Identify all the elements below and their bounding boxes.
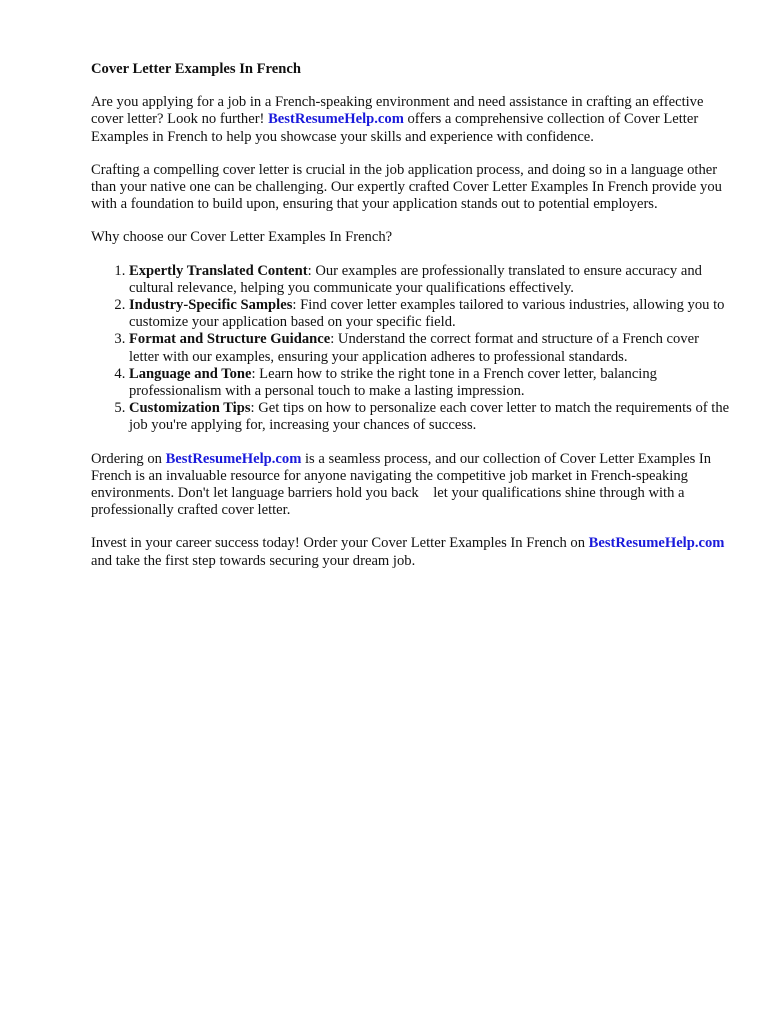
list-item-text: : Get tips on how to personalize each cover letter to match the requirements of the job you're applying for, increasing your chances of success. [129,400,730,434]
why-choose-question: Why choose our Cover Letter Examples In French? [91,229,393,246]
list-item-text: : Find cover letter examples tailored to various industries, allowing you to customize your application based on your specific field. [129,297,725,331]
list-item [129,263,731,297]
list-item-term: Language and Tone [129,365,252,382]
list-item-term: Format and Structure Guidance [129,331,331,348]
list-item [129,400,731,434]
list-item [129,366,731,400]
ordering-text-after: is a seamless process, and our collection of Cover Letter Examples In French is an invaluable resource for anyone navigating the competitive job market in French-speaking environments. Don't let language barriers hold you back let your qualifications shine through with a professionally crafted cover letter. [91,450,715,519]
list-item-text: : Our examples are professionally translated to ensure accuracy and cultural relevance, helping you communicate your qualifications effectively. [129,262,702,296]
crafting-paragraph: Crafting a compelling cover letter is crucial in the job application process, and doing so in a language other than your native one can be challenging. Our expertly crafted Cover Letter Examples In French provide you with a foundation to build upon, ensuring that your application stands out to potential employers. [91,161,722,213]
list-item [129,297,731,331]
list-item-text: : Learn how to strike the right tone in a French cover letter, balancing professionalism with a personal touch to make a lasting impression. [129,365,657,400]
closing-text-after: and take the first step towards securing your dream job. [91,552,416,569]
list-item [129,331,731,365]
ordering-link[interactable]: BestResumeHelp.com [165,450,302,467]
list-item-term: Customization Tips [129,400,251,417]
list-item-text: : Understand the correct format and structure of a French cover letter with our examples, ensuring your application adheres to professional standards. [129,331,699,365]
document-page [91,61,731,586]
closing-link[interactable]: BestResumeHelp.com [588,535,725,552]
intro-text-before: Are you applying for a job in a French-speaking environment and need assistance in crafting an effective cover letter? Look no further! [91,94,704,128]
intro-paragraph [91,94,731,146]
list-item-term: Industry-Specific Samples [129,297,293,314]
intro-link[interactable]: BestResumeHelp.com [268,111,404,128]
closing-text-before: Invest in your career success today! Order your Cover Letter Examples In French on [91,535,589,552]
intro-text-after: offers a comprehensive collection of Cover Letter Examples in French to help you showcase your skills and experience with confidence. [91,111,699,145]
document-title: Cover Letter Examples In French [91,61,301,77]
benefits-list [91,263,731,435]
ordering-paragraph [91,451,731,520]
list-item-term: Expertly Translated Content [129,262,308,279]
closing-paragraph [91,535,731,569]
ordering-text-before: Ordering on [91,450,166,467]
